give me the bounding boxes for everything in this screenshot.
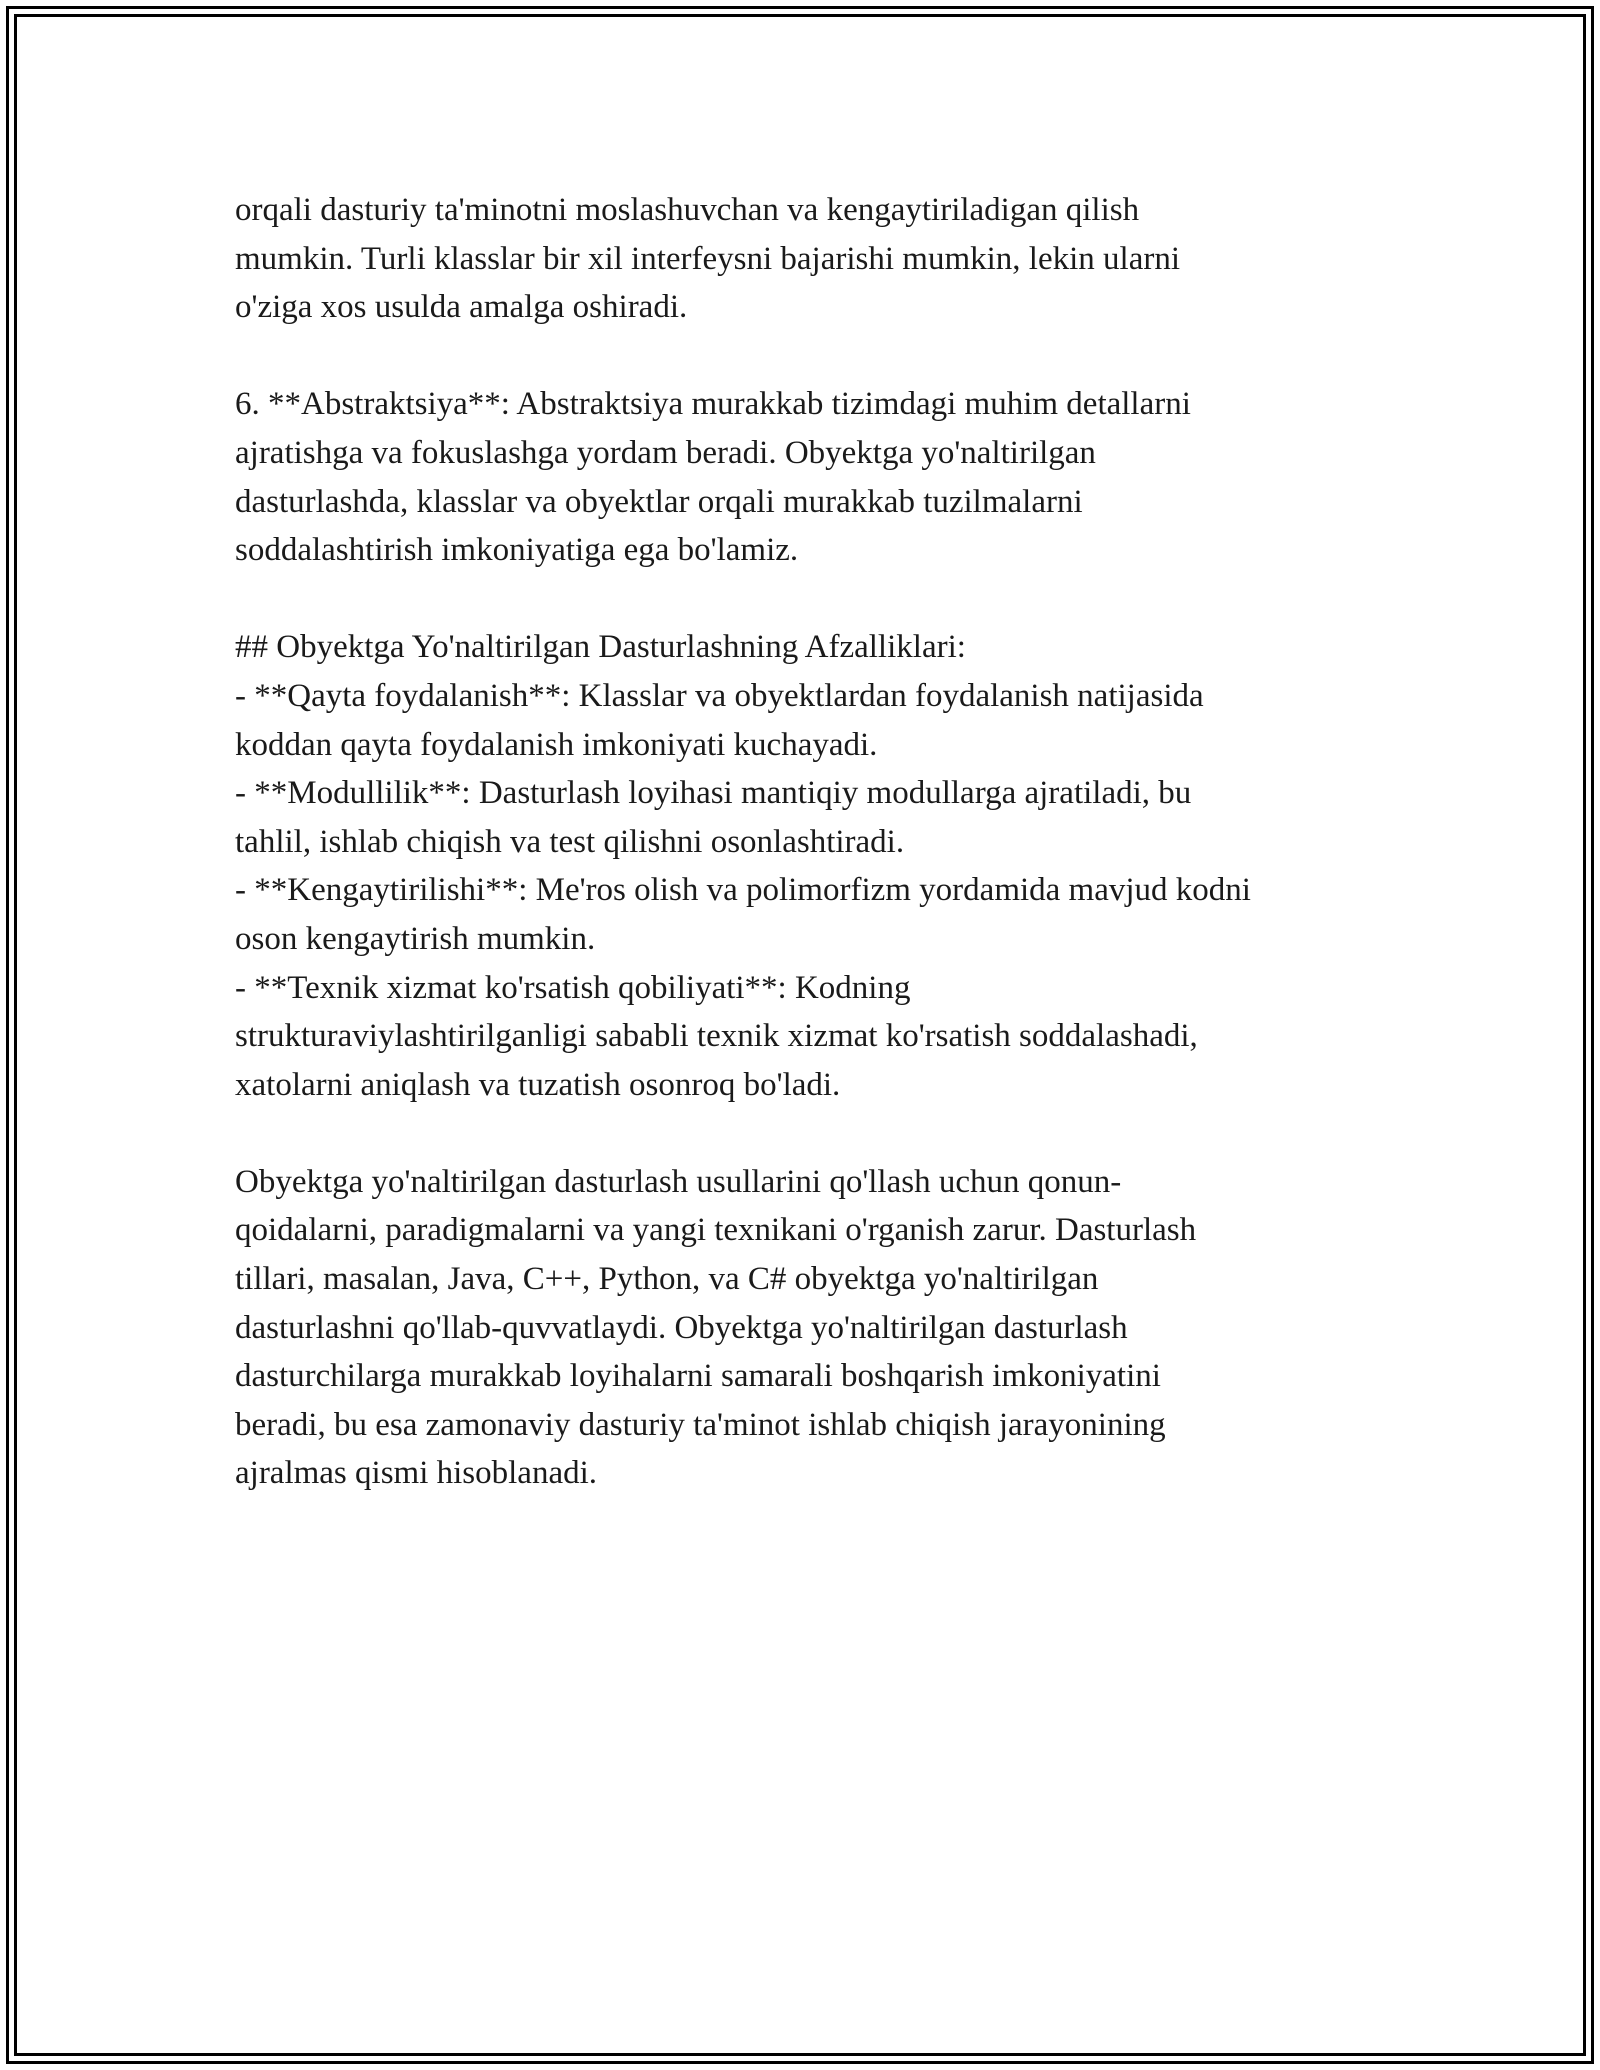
paragraph-abstraction: 6. **Abstraktsiya**: Abstraktsiya murakkab tizimdagi muhim detallarni ajratishga va fokuslashga yordam beradi. Obyektga yo'naltirilgan dasturlashda, klasslar va obyektlar orqali murakkab tuzilmalarni soddalashtirish imkoniyatiga ega bo'lamiz. — [235, 386, 1191, 569]
document-body — [235, 186, 1385, 1498]
paragraph-polymorphism-continuation: orqali dasturiy ta'minotni moslashuvchan va kengaytiriladigan qilish mumkin. Turli klasslar bir xil interfeysni bajarishi mumkin, lekin ularni o'ziga xos usulda amalga oshiradi. — [235, 192, 1180, 326]
paragraph-conclusion: Obyektga yo'naltirilgan dasturlash usullarini qo'llash uchun qonun- qoidalarni, paradigmalarni va yangi texnikani o'rganish zarur. Dasturlash tillari, masalan, Java, C++, Python, va C# obyektga yo'naltirilgan dasturlashni qo'llab-quvvatlaydi. Obyektga yo'naltirilgan dasturlash dasturchilarga murakkab loyihalarni samarali boshqarish imkoniyatini beradi, bu esa zamonaviy dasturiy ta'minot ishlab chiqish jarayonining ajralmas qismi hisoblanadi. — [235, 1163, 1197, 1492]
section-advantages: ## Obyektga Yo'naltirilgan Dasturlashning Afzalliklari: - **Qayta foydalanish**: Klasslar va obyektlardan foydalanish natijasida koddan qayta foydalanish imkoniyati kuchayadi. - **Modullilik**: Dasturlash loyihasi mantiqiy modullarga ajratiladi, bu tahlil, ishlab chiqish va test qilishni osonlashtiradi. - **Kengaytirilishi**: Me'ros olish va polimorfizm yordamida mavjud kodni oson kengaytirish mumkin. - **Texnik xizmat ko'rsatish qobiliyati**: Kodning strukturaviylashtirilganligi sababli texnik xizmat ko'rsatish soddalashadi, xatolarni aniqlash va tuzatish osonroq bo'ladi. — [235, 629, 1251, 1103]
